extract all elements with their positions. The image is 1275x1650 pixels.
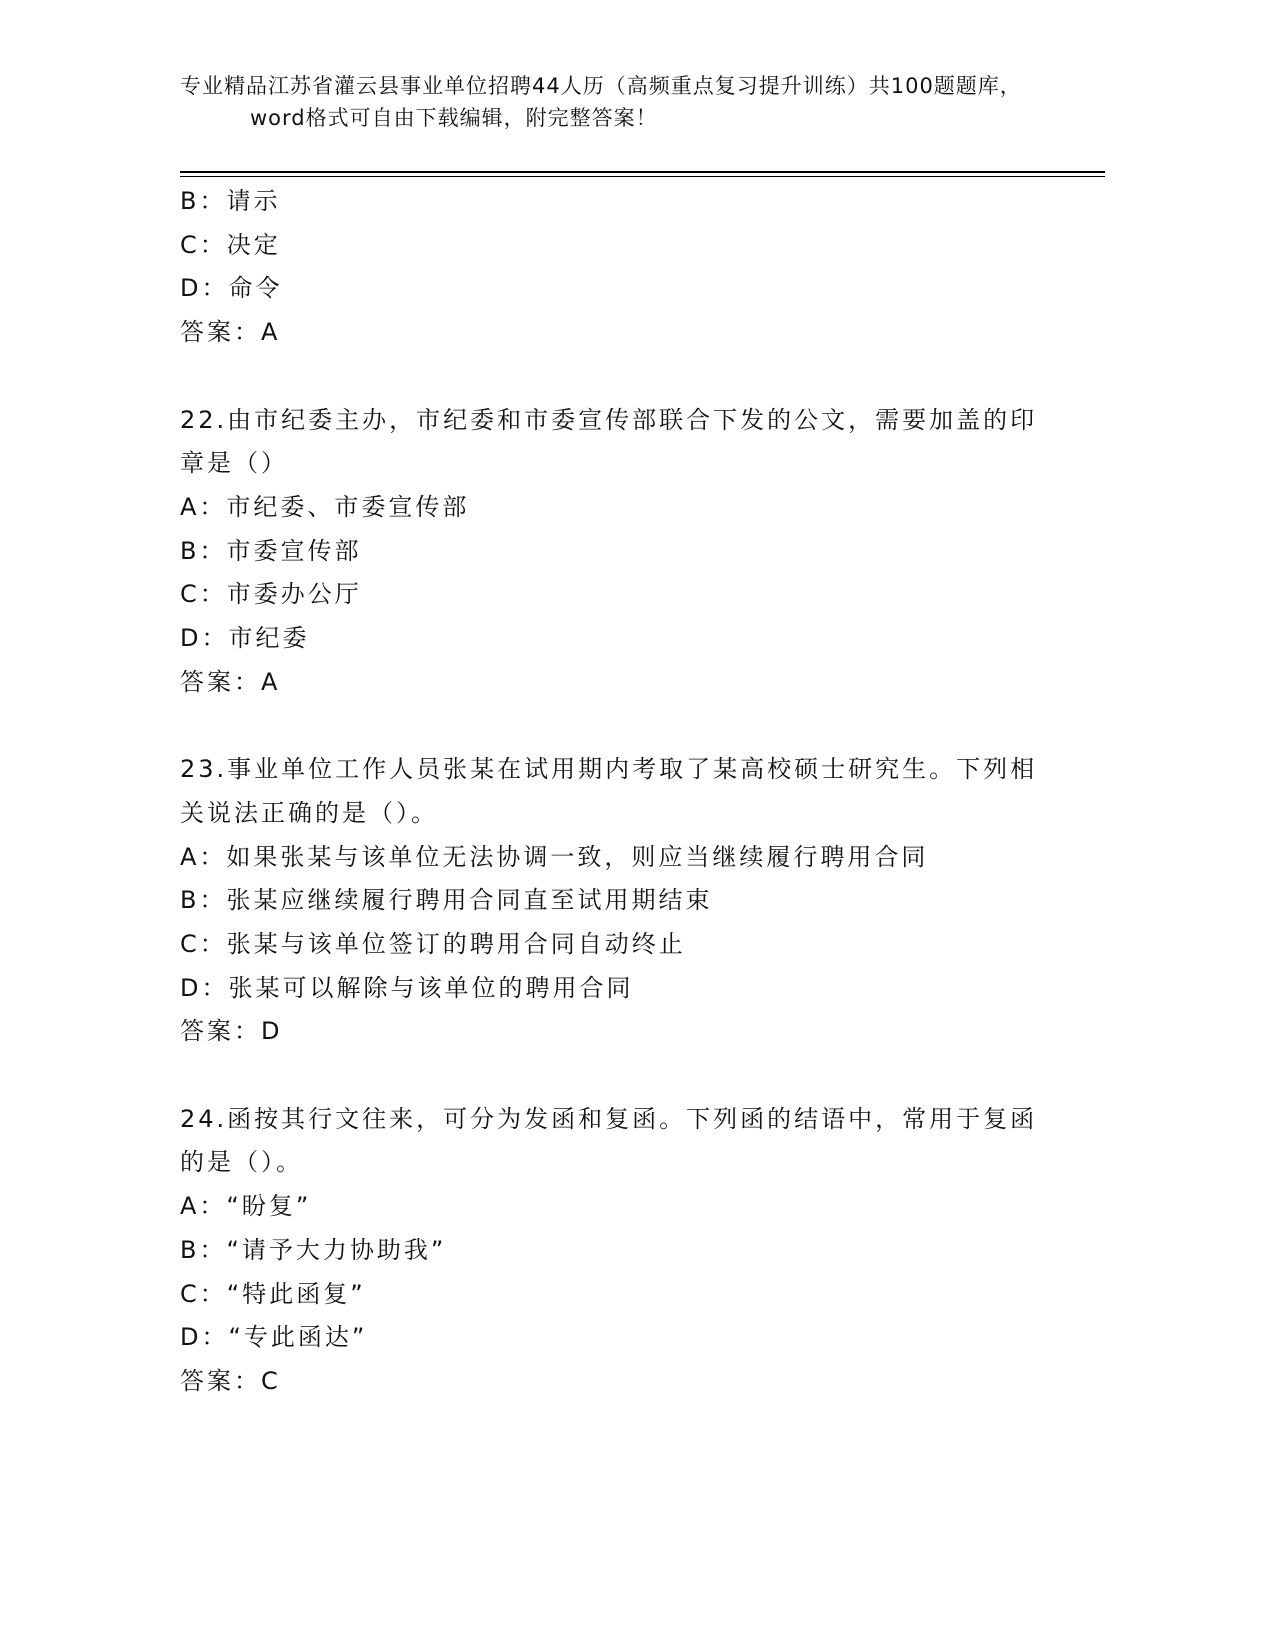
answer-option [180, 1229, 1040, 1273]
option-label: C： [180, 580, 227, 609]
option-label: D： [180, 624, 229, 653]
answer-option [180, 180, 1040, 224]
option-text: “专此函达” [228, 1323, 368, 1352]
answer-line: 答案：A [180, 667, 281, 696]
answer-option [180, 486, 1040, 530]
answer-option [180, 879, 1040, 923]
question-list [180, 180, 1040, 1447]
answer-option [180, 617, 1040, 661]
header-rule-top [180, 171, 1105, 173]
answer-option [180, 923, 1040, 967]
question-stem: 24.函按其行文往来，可分为发函和复函。下列函的结语中，常用于复函的是（）。 [180, 1104, 1038, 1177]
answer-option [180, 1316, 1040, 1360]
answer-option [180, 267, 1040, 311]
option-text: “盼复” [226, 1192, 312, 1221]
option-label: B： [180, 536, 227, 565]
option-text: 市委宣传部 [226, 536, 362, 565]
option-text: 如果张某与该单位无法协调一致，则应当继续履行聘用合同 [226, 842, 929, 871]
question-block [180, 180, 1040, 355]
option-text: 张某应继续履行聘用合同直至试用期结束 [226, 886, 713, 915]
question-block [180, 399, 1040, 705]
header-rule-bottom [180, 176, 1105, 177]
option-text: “请予大力协助我” [226, 1235, 447, 1264]
option-text: 市纪委 [228, 624, 310, 653]
option-label: D： [180, 1323, 229, 1352]
option-text: 命令 [228, 274, 283, 303]
option-text: 张某可以解除与该单位的聘用合同 [228, 973, 634, 1002]
option-text: 张某与该单位签订的聘用合同自动终止 [226, 929, 686, 958]
answer-option [180, 224, 1040, 268]
option-text: 请示 [226, 187, 281, 215]
question-block [180, 1098, 1040, 1404]
question-stem: 22.由市纪委主办，市纪委和市委宣传部联合下发的公文，需要加盖的印章是（） [180, 405, 1038, 478]
answer-option [180, 530, 1040, 574]
option-label: A： [180, 842, 227, 871]
document-title: 专业精品江苏省灌云县事业单位招聘44人历（高频重点复习提升训练）共100题题库，word格式可自由下载编辑，附完整答案！ [180, 74, 1022, 130]
option-label: D： [180, 274, 229, 303]
option-label: B： [180, 187, 227, 215]
option-label: A： [180, 1192, 227, 1221]
answer-option [180, 836, 1040, 880]
answer-option [180, 967, 1040, 1011]
answer-option [180, 1185, 1040, 1229]
answer-line: 答案：C [180, 1366, 281, 1395]
answer-line: 答案：A [180, 318, 281, 347]
option-text: 决定 [226, 230, 281, 259]
option-text: “特此函复” [226, 1279, 366, 1308]
option-text: 市纪委、市委宣传部 [226, 492, 470, 521]
question-block [180, 748, 1040, 1054]
option-label: C： [180, 929, 227, 958]
option-text: 市委办公厅 [226, 580, 362, 609]
answer-option [180, 1273, 1040, 1317]
answer-line: 答案：D [180, 1017, 283, 1046]
option-label: C： [180, 1279, 227, 1308]
question-stem: 23.事业单位工作人员张某在试用期内考取了某高校硕士研究生。下列相关说法正确的是（）。 [180, 755, 1038, 827]
option-label: D： [180, 973, 229, 1002]
option-label: B： [180, 1235, 227, 1264]
option-label: B： [180, 886, 227, 915]
option-label: C： [180, 230, 227, 259]
option-label: A： [180, 492, 227, 521]
answer-option [180, 573, 1040, 617]
